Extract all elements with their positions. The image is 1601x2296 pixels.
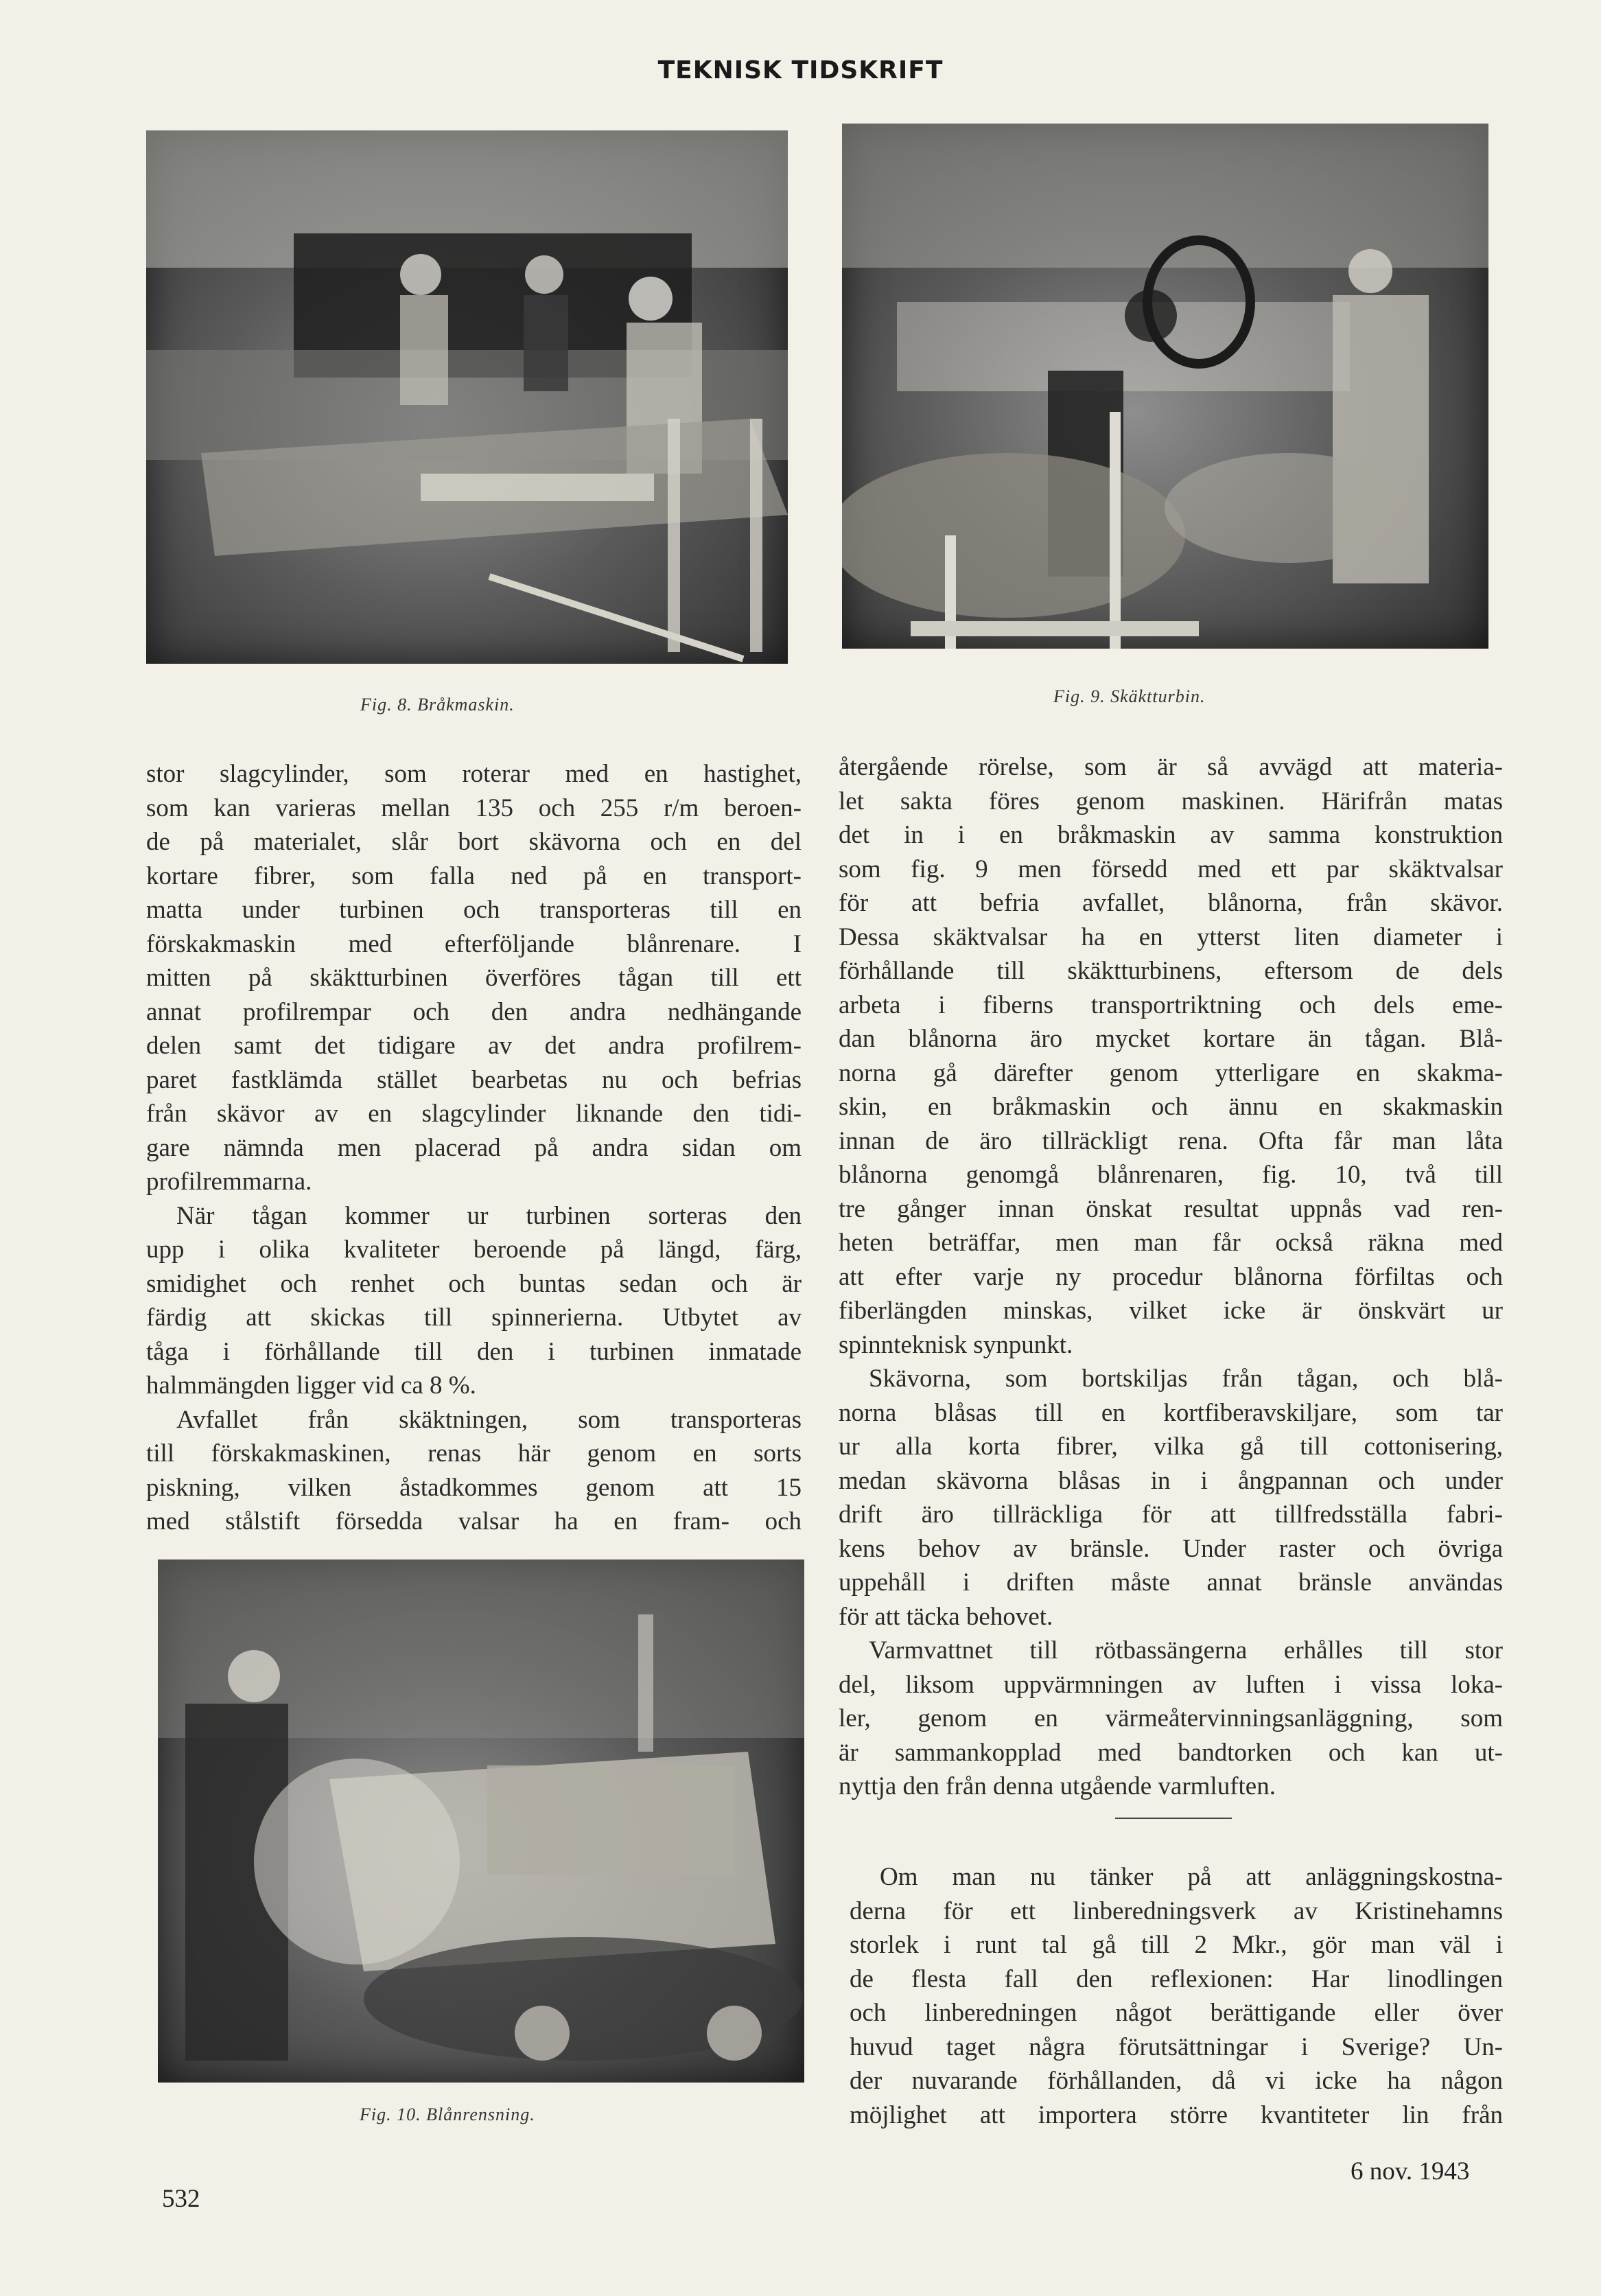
right-column-text-continued bbox=[850, 1860, 1503, 2132]
text-line: och linberedningen något berättigande eller över bbox=[850, 1999, 1503, 2027]
text-line: nyttja den från denna utgående varmluften. bbox=[839, 1772, 1276, 1800]
text-line: delen samt det tidigare av det andra profilrem- bbox=[146, 1032, 802, 1060]
text-line: halmmängden ligger vid ca 8 %. bbox=[146, 1371, 476, 1400]
text-line: dan blånorna äro mycket kortare än tågan. Blå- bbox=[839, 1025, 1503, 1053]
fig8-photo bbox=[146, 130, 788, 664]
text-line: heten beträffar, men man får också räkna med bbox=[839, 1229, 1503, 1257]
text-line: profilremmarna. bbox=[146, 1168, 312, 1196]
text-line: med stålstift försedda valsar ha en fram- och bbox=[146, 1507, 802, 1535]
text-line: tre gånger innan önskat resultat uppnås vad ren- bbox=[839, 1194, 1503, 1223]
issue-date: 6 nov. 1943 bbox=[1351, 2157, 1470, 2185]
text-line: piskning, vilken åstadkommes genom att 15 bbox=[146, 1473, 802, 1502]
text-line: paret fastklämda stället bearbetas nu och befrias bbox=[146, 1065, 802, 1094]
text-line: norna blåsas till en kortfiberavskiljare, som tar bbox=[839, 1398, 1503, 1427]
text-line: förhållande till skäktturbinens, eftersom de dels bbox=[839, 957, 1503, 985]
fig10-photo bbox=[158, 1559, 804, 2083]
text-line: innan de äro tillräckligt rena. Ofta får man låta bbox=[839, 1126, 1503, 1155]
section-divider bbox=[1115, 1818, 1232, 1819]
text-line: för att befria avfallet, blånorna, från skävor. bbox=[839, 889, 1503, 917]
text-line: matta under turbinen och transporteras till en bbox=[146, 896, 802, 924]
text-line: Skävorna, som bortskiljas från tågan, och blå- bbox=[869, 1365, 1503, 1393]
text-line: del, liksom uppvärmningen av luften i vissa loka- bbox=[839, 1670, 1503, 1699]
text-line: medan skävorna blåsas in i ångpannan och under bbox=[839, 1466, 1503, 1495]
text-line: arbeta i fiberns transportriktning och dels eme- bbox=[839, 990, 1503, 1019]
text-line: storlek i runt tal gå till 2 Mkr., gör man väl i bbox=[850, 1931, 1503, 1959]
text-line: smidighet och renhet och buntas sedan och är bbox=[146, 1269, 802, 1298]
fig9-caption: Fig. 9. Skäktturbin. bbox=[1053, 686, 1206, 706]
text-line: förskakmaskin med efterföljande blånrenare. I bbox=[146, 929, 802, 958]
text-line: spinnteknisk synpunkt. bbox=[839, 1330, 1073, 1359]
fig10-caption: Fig. 10. Blånrensning. bbox=[360, 2104, 535, 2124]
left-column-text bbox=[146, 757, 802, 1539]
text-line: mitten på skäktturbinen överföres tågan till ett bbox=[146, 964, 802, 992]
text-line: de på materialet, slår bort skävorna och en del bbox=[146, 828, 802, 856]
text-line: till förskakmaskinen, renas här genom en sorts bbox=[146, 1439, 802, 1468]
text-line: derna för ett linberedningsverk av Kristinehamns bbox=[850, 1897, 1503, 1925]
page-number: 532 bbox=[162, 2185, 200, 2213]
fig9-photo bbox=[842, 124, 1488, 649]
text-line: fiberlängden minskas, vilket icke är önskvärt ur bbox=[839, 1297, 1503, 1325]
text-line: let sakta föres genom maskinen. Härifrån matas bbox=[839, 787, 1503, 815]
journal-title: TEKNISK TIDSKRIFT bbox=[657, 56, 944, 84]
text-line: Avfallet från skäktningen, som transporteras bbox=[176, 1405, 802, 1434]
text-line: När tågan kommer ur turbinen sorteras den bbox=[176, 1201, 802, 1230]
text-line: återgående rörelse, som är så avvägd att materia- bbox=[839, 753, 1503, 781]
text-line: som kan varieras mellan 135 och 255 r/m beroen- bbox=[146, 793, 802, 822]
text-line: uppehåll i driften måste annat bränsle användas bbox=[839, 1568, 1503, 1597]
text-line: upp i olika kvaliteter beroende på längd, färg, bbox=[146, 1236, 802, 1264]
text-line: kens behov av bränsle. Under raster och övriga bbox=[839, 1534, 1503, 1563]
text-line: skin, en bråkmaskin och ännu en skakmaskin bbox=[839, 1093, 1503, 1121]
text-line: huvud taget några förutsättningar i Sverige? Un- bbox=[850, 2032, 1503, 2061]
fig8-caption: Fig. 8. Bråkmaskin. bbox=[360, 695, 515, 715]
text-line: norna gå därefter genom ytterligare en skakma- bbox=[839, 1058, 1503, 1087]
text-line: Varmvattnet till rötbassängerna erhålles till stor bbox=[869, 1636, 1503, 1665]
text-line: Dessa skäktvalsar ha en ytterst liten diameter i bbox=[839, 923, 1503, 951]
text-line: är sammankopplad med bandtorken och kan ut- bbox=[839, 1738, 1503, 1767]
text-line: för att täcka behovet. bbox=[839, 1602, 1053, 1631]
text-line: annat profilrempar och den andra nedhängande bbox=[146, 997, 802, 1026]
text-line: det in i en bråkmaskin av samma konstruktion bbox=[839, 821, 1503, 849]
text-line: gare nämnda men placerad på andra sidan om bbox=[146, 1133, 802, 1162]
text-line: blånorna genomgå blånrenaren, fig. 10, två till bbox=[839, 1161, 1503, 1189]
text-line: drift äro tillräckliga för att tillfredsställa fabri- bbox=[839, 1500, 1503, 1529]
text-line: de flesta fall den reflexionen: Har linodlingen bbox=[850, 1964, 1503, 1993]
text-line: färdig att skickas till spinnerierna. Utbytet av bbox=[146, 1303, 802, 1332]
text-line: Om man nu tänker på att anläggningskostna- bbox=[880, 1863, 1503, 1891]
text-line: der nuvarande förhållanden, då vi icke ha någon bbox=[850, 2067, 1503, 2095]
text-line: möjlighet att importera större kvantiteter lin från bbox=[850, 2100, 1503, 2129]
right-column-text bbox=[839, 750, 1503, 1804]
text-line: från skävor av en slagcylinder liknande den tidi- bbox=[146, 1100, 802, 1128]
text-line: tåga i förhållande till den i turbinen inmatade bbox=[146, 1337, 802, 1366]
text-line: kortare fibrer, som falla ned på en transport- bbox=[146, 861, 802, 890]
text-line: ler, genom en värmeåtervinningsanläggning, som bbox=[839, 1704, 1503, 1732]
text-line: stor slagcylinder, som roterar med en hastighet, bbox=[146, 760, 802, 788]
text-line: ur alla korta fibrer, vilka gå till cottonisering, bbox=[839, 1433, 1503, 1461]
text-line: att efter varje ny procedur blånorna förfiltas och bbox=[839, 1262, 1503, 1291]
text-line: som fig. 9 men försedd med ett par skäktvalsar bbox=[839, 855, 1503, 883]
